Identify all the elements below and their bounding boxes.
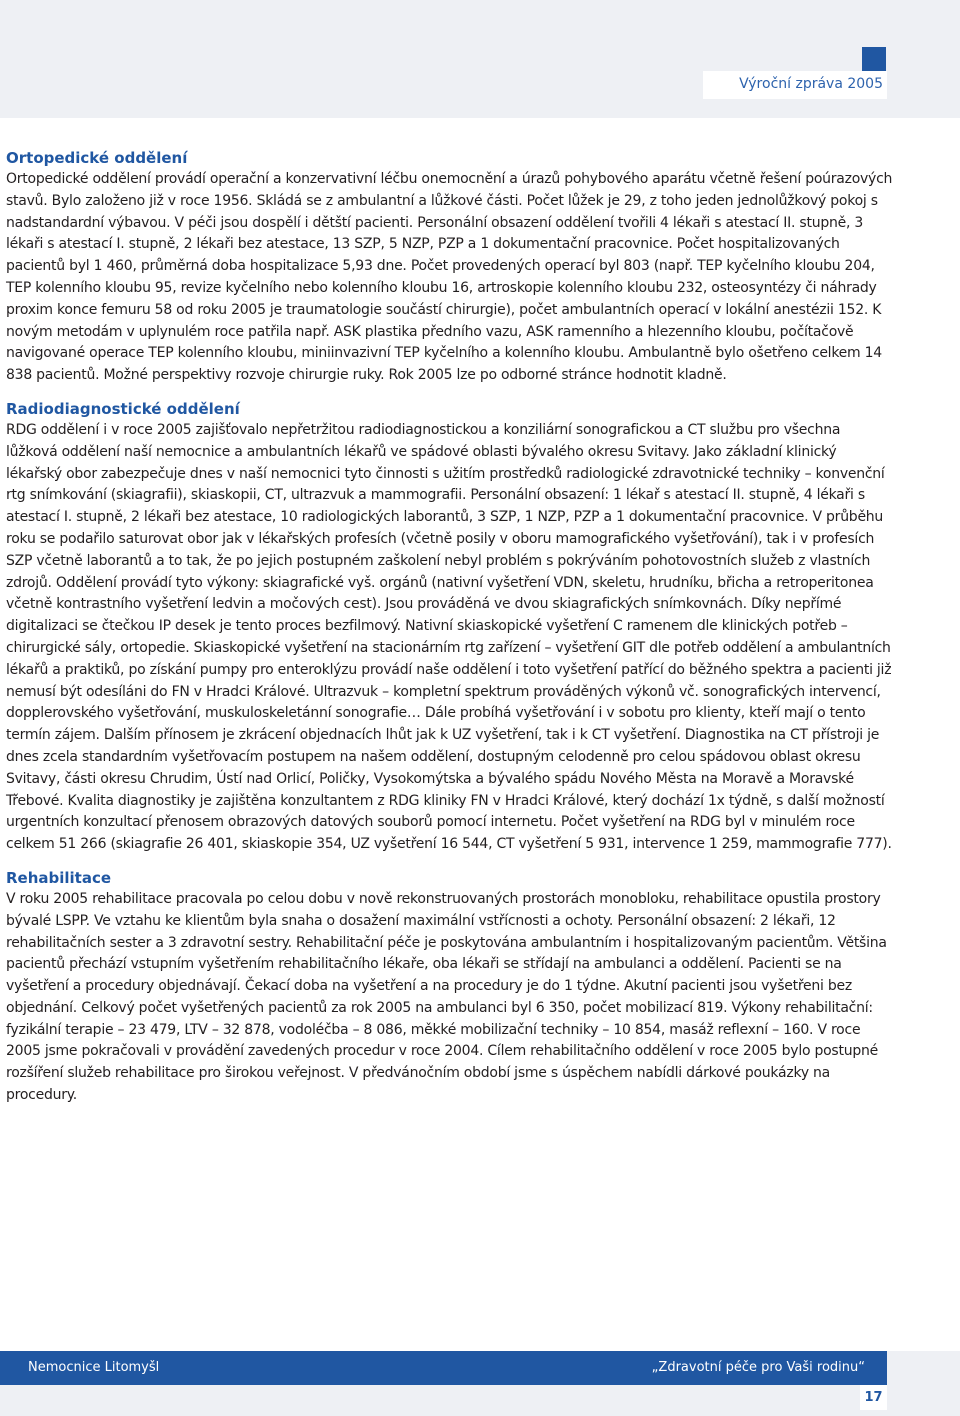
section-title: Radiodiagnostické oddělení (6, 399, 240, 418)
footer-slogan: „Zdravotní péče pro Vaši rodinu“ (651, 1360, 865, 1375)
header-band (0, 0, 960, 118)
section-body: V roku 2005 rehabilitace pracovala po celou dobu v nově rekonstruovaných prostorách monobloku, rehabilitace opustila prostory bývalé LSPP. Ve vztahu ke klientům byla snaha o dosažení maximální vstřícnosti a ochoty. Personální obsazení: 2 lékaři, 12 rehabilitačních sester a 3 zdravotní sestry. Rehabilitační péče je poskytována ambulantním i hospitalizovaným pacientům. Většina pacientů přechází vstupním vyšetřením rehabilitačního lékaře, oba lékaři se střídají na ambulanci a oddělení. Pacienti se na vyšetření a procedury objednávají. Čekací doba na vyšetření a na procedury je do 1 týdne. Akutní pacienti jsou vyšetřeni bez objednání. Celkový počet vyšetřených pacientů za rok 2005 na ambulanci byl 6 350, počet mobilizací 819. Výkony rehabilitační: fyzikální terapie – 23 479, LTV – 32 878, vodoléčba – 8 086, měkké mobilizační techniky – 10 854, masáž reflexní – 160. V roce 2005 jsme pokračovali v provádění zavedených procedur v roce 2004. Cílem rehabilitačního oddělení v roce 2005 bylo postupné rozšíření služeb rehabilitace pro širokou veřejnost. V předvánočním období jsme s úspěchem nabídli dárkové poukázky na procedury. (6, 890, 887, 1104)
section-body: Ortopedické oddělení provádí operační a konzervativní léčbu onemocnění a úrazů pohybového aparátu včetně řešení poúrazových stavů. Bylo založeno již v roce 1956. Skládá se z ambulantní a lůžkové části. Počet lůžek je 29, z toho jeden jednolůžkový pokoj s nadstandardní výbavou. V péči jsou dospělí i dětští pacienti. Personální obsazení oddělení tvořili 4 lékaři s atestací II. stupně, 3 lékaři s atestací I. stupně, 2 lékaři bez atestace, 13 SZP, 5 NZP, PZP a 1 dokumentační pracovnice. Počet hospitalizovaných pacientů byl 1 460, průměrná doba hospitalizace 5,93 dne. Počet provedených operací byl 803 (např. TEP kyčelního kloubu 204, TEP kolenního kloubu 95, revize kyčelního nebo kolenního kloubu 16, artroskopie kolenního kloubu 232, osteosyntézy či náhrady proxim konce femuru 58 od roku 2005 je traumatologie součástí chirurgie), počet ambulantních operací v lokální anestézii 152. K novým metodám v uplynulém roce patřila např. ASK plastika předního vazu, ASK ramenního a hlezenního kloubu, počítačově navigované operace TEP kolenního kloubu, miniinvazivní TEP kyčelního a kolenního kloubu. Ambulantně bylo ošetřeno celkem 14 838 pacientů. Možné perspektivy rozvoje chirurgie ruky. Rok 2005 lze po odborné stránce hodnotit kladně. (6, 171, 893, 384)
header-accent-square (862, 47, 886, 71)
report-title: Výroční zpráva 2005 (739, 76, 883, 92)
main-content (6, 148, 894, 1119)
section-orthopedics (6, 148, 894, 387)
section-radiodiagnostics (6, 399, 894, 856)
section-rehabilitation (6, 868, 894, 1107)
footer-hospital-name: Nemocnice Litomyšl (28, 1360, 160, 1375)
section-title: Ortopedické oddělení (6, 149, 188, 167)
footer-strip (0, 1351, 887, 1385)
section-title: Rehabilitace (6, 868, 112, 887)
header-tab (703, 71, 887, 99)
page-number: 17 (860, 1385, 887, 1410)
section-body: RDG oddělení i v roce 2005 zajišťovalo nepřetržitou radiodiagnostickou a konziliární sonografickou a CT službu pro všechna lůžková oddělení naší nemocnice a ambulantních lékařů ve spádové oblasti bývalého okresu Svitavy. Jako základní klinický lékařský obor zabezpečuje dnes v naší nemocnici tyto činnosti s užitím prostředků radiologické zdravotnické techniky – konvenční rtg snímkování (skiagrafii), skiaskopii, CT, ultrazvuk a mammografii. Personální obsazení: 1 lékař s atestací II. stupně, 4 lékaři s atestací I. stupně, 2 lékaři bez atestace, 10 radiologických laborantů, 3 SZP, 1 NZP, PZP a 1 dokumentační pracovnice. V průběhu roku se podařilo saturovat obor jak v lékařských profesích (včetně posily v oboru mamografického vyšetřování), tak i v profesích SZP včetně laborantů a to tak, že po jejich postupném zaškolení nebyl problém s pokrýváním pohotovostních služeb z vlastních zdrojů. Oddělení provádí tyto výkony: skiagrafické vyš. orgánů (nativní vyšetření VDN, skeletu, hrudníku, břicha a retroperitonea včetně kontrastního vyšetření ledvin a močových cest). Jsou prováděná ve dvou skiagrafických snímkovnách. Díky nepřímé digitalizaci se čtečkou IP desek je tento proces bezfilmový. Nativní skiaskopické vyšetření C ramenem dle klinických potřeb – chirurgické sály, ortopedie. Skiaskopické vyšetření na stacionárním rtg zařízení – vyšetření GIT dle potřeb oddělení a ambulantních lékařů a praktiků, po získání pumpy pro enteroklýzu provádí naše oddělení i toto vyšetření patřící do běžného spektra a pacienti již nemusí být odesíláni do FN v Hradci Králové. Ultrazvuk – kompletní spektrum prováděných výkonů vč. sonografických intervencí, dopplerovského vyšetřování, muskuloskeletánní sonografie… Dále probíhá vyšetřování i v sobotu pro klienty, kteří mají o tento termín zájem. Dalším přínosem je zkrácení objednacích lhůt jak k UZ vyšetření, tak i k CT vyšetření. Diagnostika na CT přístroji je dnes zcela standardním vyšetřovacím postupem na našem oddělení, dostupným celodenně pro celou spádovou oblast okresu Svitavy, části okresu Chrudim, Ústí nad Orlicí, Poličky, Vysokomýtska a bývalého spádu Nového Města na Moravě a Moravské Třebové. Kvalita diagnostiky je zajištěna konzultantem z RDG kliniky FN v Hradci Králové, který dochází 1x týdně, s další možností urgentních konzultací přenosem obrazových datových souborů pomocí internetu. Počet vyšetření na RDG byl v minulém roce celkem 51 266 (skiagrafie 26 401, skiaskopie 354, UZ vyšetření 16 544, CT vyšetření 5 931, intervence 1 259, mammografie 777). (6, 421, 892, 853)
